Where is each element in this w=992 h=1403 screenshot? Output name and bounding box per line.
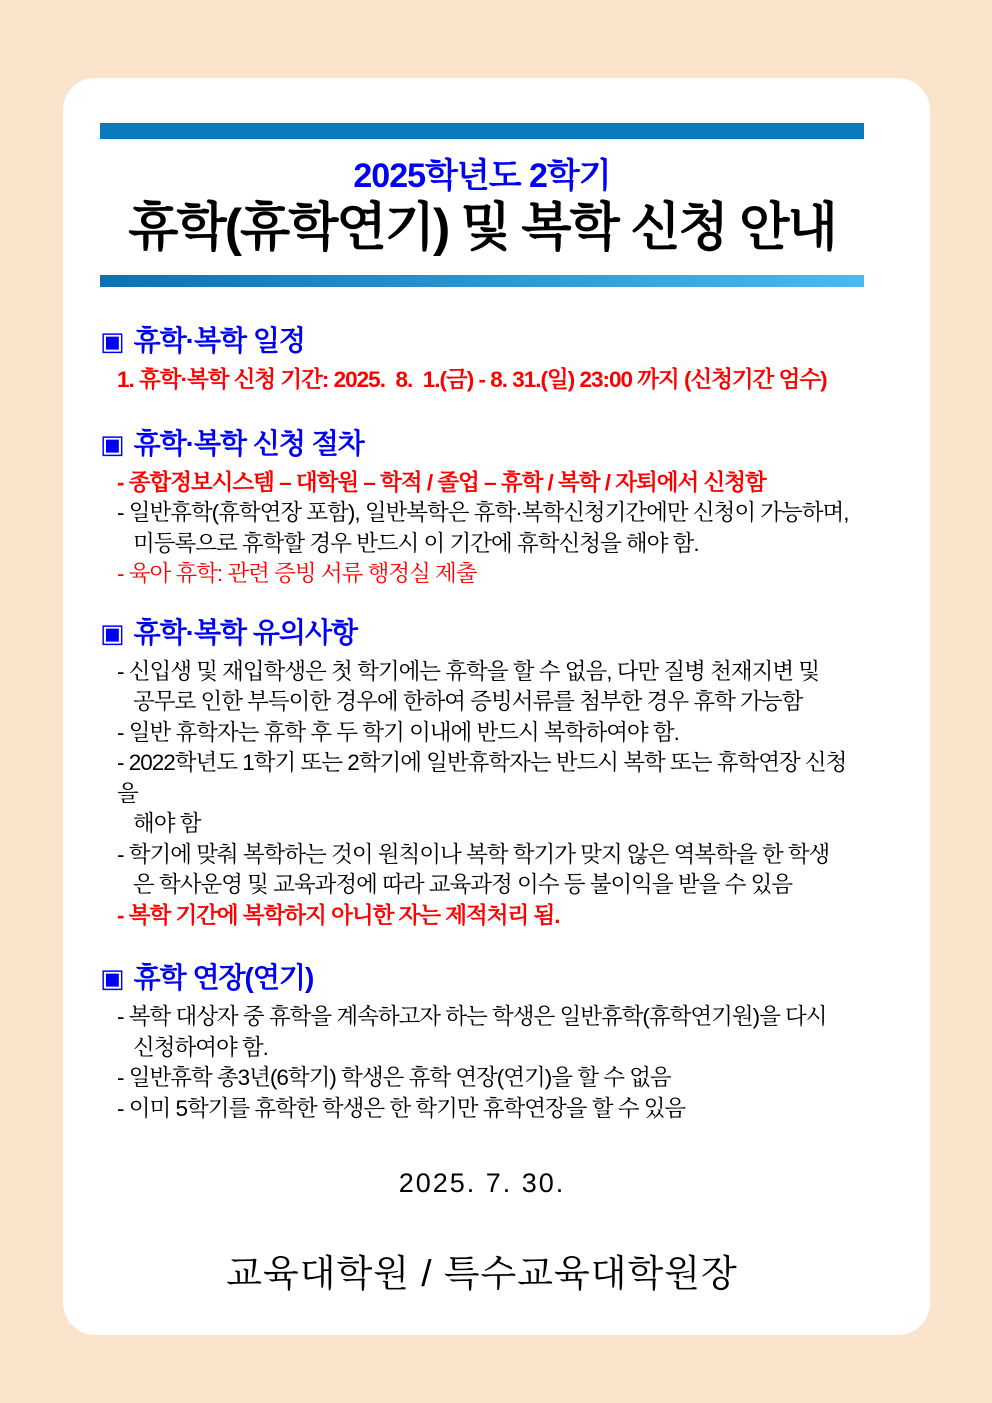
header-gradient-bar [100, 275, 864, 287]
notice-line: 은 학사운영 및 교육과정에 따라 교육과정 이수 등 불이익을 받을 수 있음 [133, 872, 793, 897]
notice-line: - 일반휴학(휴학연장 포함), 일반복학은 휴학·복학신청기간에만 신청이 가능하며, [117, 500, 849, 525]
section-lines [100, 657, 864, 932]
section-heading-label: 휴학·복학 신청 절차 [133, 427, 364, 459]
notice-subtitle: 2025학년도 2학기 [353, 157, 611, 195]
section-notes [100, 616, 864, 932]
section-schedule [100, 324, 864, 396]
notice-title: 휴학(휴학연기) 및 복학 신청 안내 [128, 199, 836, 257]
notice-card [63, 78, 930, 1335]
section-heading-label: 휴학 연장(연기) [133, 962, 314, 993]
notice-line: 해야 함 [133, 811, 201, 836]
notice-line: - 복학 대상자 중 휴학을 계속하고자 하는 학생은 일반휴학(휴학연기원)을 다시 [117, 1004, 827, 1029]
section-lines [100, 1002, 864, 1124]
header-top-bar [100, 123, 864, 139]
notice-date: 2025. 7. 30. [398, 1168, 566, 1198]
notice-content [63, 123, 930, 1297]
section-heading [100, 427, 864, 461]
section-marker-icon: ▣ [100, 963, 124, 993]
section-heading-label: 휴학·복학 유의사항 [133, 616, 358, 648]
notice-line: - 2022학년도 1학기 또는 2학기에 일반휴학자는 반드시 복학 또는 휴학연장 신청을 [117, 750, 847, 806]
section-marker-icon: ▣ [100, 326, 124, 356]
notice-line: - 종합정보시스템 – 대학원 – 학적 / 졸업 – 휴학 / 복학 / 자퇴에서 신청함 [117, 469, 766, 495]
section-marker-icon: ▣ [100, 428, 124, 459]
section-lines [100, 365, 864, 396]
section-lines [100, 468, 864, 590]
notice-line: - 일반 휴학자는 휴학 후 두 학기 이내에 반드시 복학하여야 함. [117, 719, 679, 745]
section-extension [100, 961, 864, 1124]
section-marker-icon: ▣ [100, 617, 124, 648]
section-heading [100, 961, 864, 995]
notice-line: - 일반휴학 총3년(6학기) 학생은 휴학 연장(연기)을 할 수 없음 [117, 1065, 671, 1090]
notice-line: - 육아 휴학: 관련 증빙 서류 행정실 제출 [117, 561, 477, 586]
notice-line: - 이미 5학기를 휴학한 학생은 한 학기만 휴학연장을 할 수 있음 [117, 1095, 686, 1121]
notice-line: 공무로 인한 부득이한 경우에 한하여 증빙서류를 첨부한 경우 휴학 가능함 [133, 689, 803, 714]
notice-line: 신청하여야 함. [133, 1034, 268, 1060]
section-heading [100, 324, 864, 358]
section-heading-label: 휴학·복학 일정 [133, 325, 305, 356]
notice-line: - 학기에 맞춰 복학하는 것이 원칙이나 복학 학기가 맞지 않은 역복학을 한 학생 [117, 841, 830, 867]
notice-line: 1. 휴학·복학 신청 기간: 2025. 8. 1.(금) - 8. 31.(일) 23:00 까지 (신청기간 엄수) [117, 367, 827, 392]
issuer-signature: 교육대학원 / 특수교육대학원장 [226, 1253, 738, 1294]
section-heading [100, 616, 864, 650]
notice-line: 미등록으로 휴학할 경우 반드시 이 기간에 휴학신청을 해야 함. [133, 530, 699, 556]
notice-line: - 신입생 및 재입학생은 첫 학기에는 휴학을 할 수 없음, 다만 질병 천재지변 및 [117, 658, 820, 684]
notice-line: - 복학 기간에 복학하지 아니한 자는 제적처리 됨. [117, 902, 560, 928]
section-procedure [100, 427, 864, 590]
